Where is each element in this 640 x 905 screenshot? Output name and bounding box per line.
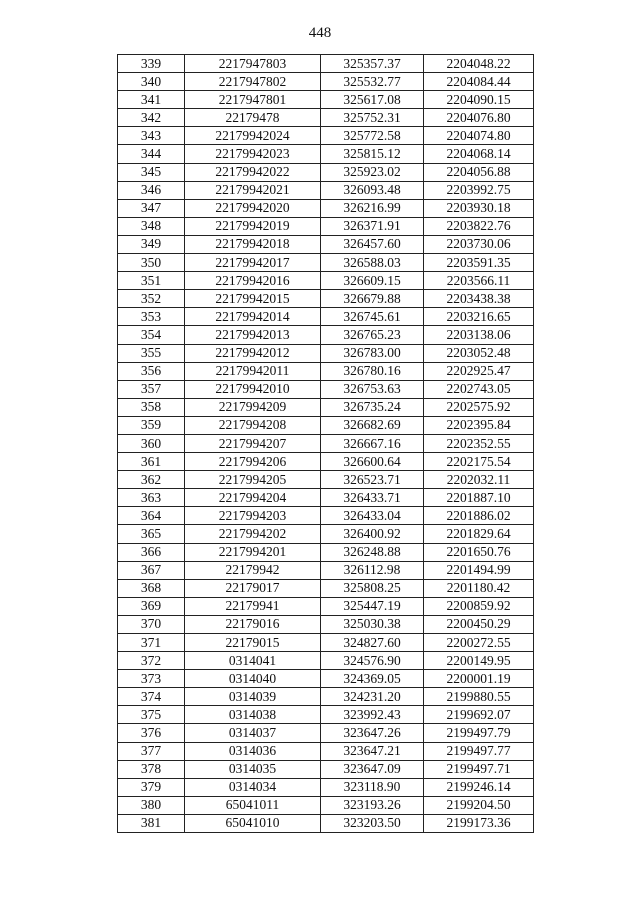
x-coordinate-cell: 326753.63 <box>321 380 424 398</box>
table-row <box>118 362 534 380</box>
row-number-cell: 359 <box>118 416 185 434</box>
point-id-cell: 22179942010 <box>185 380 321 398</box>
x-coordinate-cell: 325752.31 <box>321 109 424 127</box>
row-number-cell: 360 <box>118 434 185 452</box>
point-id-cell: 22179942024 <box>185 127 321 145</box>
row-number-cell: 357 <box>118 380 185 398</box>
y-coordinate-cell: 2201180.42 <box>424 579 534 597</box>
x-coordinate-cell: 326735.24 <box>321 398 424 416</box>
point-id-cell: 22179942012 <box>185 344 321 362</box>
x-coordinate-cell: 326433.04 <box>321 507 424 525</box>
y-coordinate-cell: 2203730.06 <box>424 235 534 253</box>
row-number-cell: 344 <box>118 145 185 163</box>
y-coordinate-cell: 2202925.47 <box>424 362 534 380</box>
y-coordinate-cell: 2202575.92 <box>424 398 534 416</box>
y-coordinate-cell: 2200001.19 <box>424 670 534 688</box>
x-coordinate-cell: 326679.88 <box>321 290 424 308</box>
point-id-cell: 0314038 <box>185 706 321 724</box>
point-id-cell: 22179016 <box>185 615 321 633</box>
row-number-cell: 367 <box>118 561 185 579</box>
table-row <box>118 91 534 109</box>
table-row <box>118 489 534 507</box>
row-number-cell: 380 <box>118 796 185 814</box>
y-coordinate-cell: 2199497.77 <box>424 742 534 760</box>
y-coordinate-cell: 2204068.14 <box>424 145 534 163</box>
x-coordinate-cell: 323193.26 <box>321 796 424 814</box>
x-coordinate-cell: 323647.09 <box>321 760 424 778</box>
y-coordinate-cell: 2202743.05 <box>424 380 534 398</box>
point-id-cell: 2217994209 <box>185 398 321 416</box>
x-coordinate-cell: 323647.21 <box>321 742 424 760</box>
point-id-cell: 22179015 <box>185 634 321 652</box>
y-coordinate-cell: 2204056.88 <box>424 163 534 181</box>
x-coordinate-cell: 325357.37 <box>321 55 424 73</box>
x-coordinate-cell: 325923.02 <box>321 163 424 181</box>
table-row <box>118 416 534 434</box>
x-coordinate-cell: 326457.60 <box>321 235 424 253</box>
row-number-cell: 368 <box>118 579 185 597</box>
x-coordinate-cell: 326588.03 <box>321 254 424 272</box>
point-id-cell: 22179942021 <box>185 181 321 199</box>
point-id-cell: 2217994202 <box>185 525 321 543</box>
x-coordinate-cell: 325447.19 <box>321 597 424 615</box>
x-coordinate-cell: 324231.20 <box>321 688 424 706</box>
y-coordinate-cell: 2203216.65 <box>424 308 534 326</box>
x-coordinate-cell: 326780.16 <box>321 362 424 380</box>
x-coordinate-cell: 326609.15 <box>321 272 424 290</box>
page-number: 448 <box>308 25 332 41</box>
y-coordinate-cell: 2200859.92 <box>424 597 534 615</box>
x-coordinate-cell: 325772.58 <box>321 127 424 145</box>
table-row <box>118 724 534 742</box>
table-row <box>118 670 534 688</box>
x-coordinate-cell: 323118.90 <box>321 778 424 796</box>
point-id-cell: 2217947803 <box>185 55 321 73</box>
row-number-cell: 364 <box>118 507 185 525</box>
table-row <box>118 181 534 199</box>
row-number-cell: 373 <box>118 670 185 688</box>
point-id-cell: 2217994206 <box>185 453 321 471</box>
x-coordinate-cell: 326400.92 <box>321 525 424 543</box>
row-number-cell: 366 <box>118 543 185 561</box>
point-id-cell: 22179478 <box>185 109 321 127</box>
y-coordinate-cell: 2199204.50 <box>424 796 534 814</box>
point-id-cell: 22179942022 <box>185 163 321 181</box>
x-coordinate-cell: 326371.91 <box>321 217 424 235</box>
table-row <box>118 742 534 760</box>
y-coordinate-cell: 2201829.64 <box>424 525 534 543</box>
point-id-cell: 22179942018 <box>185 235 321 253</box>
x-coordinate-cell: 326093.48 <box>321 181 424 199</box>
y-coordinate-cell: 2200272.55 <box>424 634 534 652</box>
table-row <box>118 308 534 326</box>
row-number-cell: 350 <box>118 254 185 272</box>
table-row <box>118 561 534 579</box>
point-id-cell: 22179017 <box>185 579 321 597</box>
row-number-cell: 372 <box>118 652 185 670</box>
point-id-cell: 0314037 <box>185 724 321 742</box>
point-id-cell: 65041011 <box>185 796 321 814</box>
row-number-cell: 345 <box>118 163 185 181</box>
point-id-cell: 0314040 <box>185 670 321 688</box>
point-id-cell: 2217994204 <box>185 489 321 507</box>
y-coordinate-cell: 2204074.80 <box>424 127 534 145</box>
x-coordinate-cell: 326248.88 <box>321 543 424 561</box>
y-coordinate-cell: 2201886.02 <box>424 507 534 525</box>
point-id-cell: 65041010 <box>185 814 321 832</box>
table-row <box>118 760 534 778</box>
point-id-cell: 22179942017 <box>185 254 321 272</box>
y-coordinate-cell: 2202175.54 <box>424 453 534 471</box>
y-coordinate-cell: 2204076.80 <box>424 109 534 127</box>
table-row <box>118 145 534 163</box>
point-id-cell: 22179942013 <box>185 326 321 344</box>
x-coordinate-cell: 326216.99 <box>321 199 424 217</box>
y-coordinate-cell: 2204048.22 <box>424 55 534 73</box>
row-number-cell: 355 <box>118 344 185 362</box>
table-row <box>118 471 534 489</box>
row-number-cell: 381 <box>118 814 185 832</box>
y-coordinate-cell: 2199246.14 <box>424 778 534 796</box>
y-coordinate-cell: 2202032.11 <box>424 471 534 489</box>
x-coordinate-cell: 326433.71 <box>321 489 424 507</box>
y-coordinate-cell: 2203992.75 <box>424 181 534 199</box>
table-row <box>118 579 534 597</box>
point-id-cell: 22179942023 <box>185 145 321 163</box>
x-coordinate-cell: 323992.43 <box>321 706 424 724</box>
coordinate-table <box>117 54 534 833</box>
point-id-cell: 22179942011 <box>185 362 321 380</box>
table-row <box>118 398 534 416</box>
point-id-cell: 22179942015 <box>185 290 321 308</box>
y-coordinate-cell: 2199692.07 <box>424 706 534 724</box>
point-id-cell: 0314035 <box>185 760 321 778</box>
x-coordinate-cell: 326112.98 <box>321 561 424 579</box>
x-coordinate-cell: 326765.23 <box>321 326 424 344</box>
table-row <box>118 380 534 398</box>
row-number-cell: 351 <box>118 272 185 290</box>
point-id-cell: 0314041 <box>185 652 321 670</box>
y-coordinate-cell: 2203930.18 <box>424 199 534 217</box>
y-coordinate-cell: 2203138.06 <box>424 326 534 344</box>
row-number-cell: 354 <box>118 326 185 344</box>
table-body <box>118 55 534 833</box>
x-coordinate-cell: 325815.12 <box>321 145 424 163</box>
point-id-cell: 22179942014 <box>185 308 321 326</box>
row-number-cell: 340 <box>118 73 185 91</box>
y-coordinate-cell: 2202352.55 <box>424 434 534 452</box>
point-id-cell: 2217994208 <box>185 416 321 434</box>
table-row <box>118 615 534 633</box>
table-row <box>118 109 534 127</box>
table-row <box>118 73 534 91</box>
row-number-cell: 358 <box>118 398 185 416</box>
point-id-cell: 0314036 <box>185 742 321 760</box>
table-row <box>118 796 534 814</box>
table-row <box>118 453 534 471</box>
table-row <box>118 525 534 543</box>
x-coordinate-cell: 325030.38 <box>321 615 424 633</box>
point-id-cell: 22179942020 <box>185 199 321 217</box>
table-row <box>118 235 534 253</box>
x-coordinate-cell: 326600.64 <box>321 453 424 471</box>
point-id-cell: 2217994207 <box>185 434 321 452</box>
table-row <box>118 778 534 796</box>
point-id-cell: 2217947802 <box>185 73 321 91</box>
point-id-cell: 2217994203 <box>185 507 321 525</box>
y-coordinate-cell: 2203438.38 <box>424 290 534 308</box>
y-coordinate-cell: 2203822.76 <box>424 217 534 235</box>
x-coordinate-cell: 325617.08 <box>321 91 424 109</box>
point-id-cell: 2217994205 <box>185 471 321 489</box>
x-coordinate-cell: 326783.00 <box>321 344 424 362</box>
table-row <box>118 163 534 181</box>
row-number-cell: 376 <box>118 724 185 742</box>
row-number-cell: 339 <box>118 55 185 73</box>
x-coordinate-cell: 325532.77 <box>321 73 424 91</box>
x-coordinate-cell: 326745.61 <box>321 308 424 326</box>
table-row <box>118 543 534 561</box>
row-number-cell: 341 <box>118 91 185 109</box>
y-coordinate-cell: 2202395.84 <box>424 416 534 434</box>
row-number-cell: 369 <box>118 597 185 615</box>
y-coordinate-cell: 2199497.79 <box>424 724 534 742</box>
table-row <box>118 434 534 452</box>
y-coordinate-cell: 2199173.36 <box>424 814 534 832</box>
table-row <box>118 217 534 235</box>
x-coordinate-cell: 323203.50 <box>321 814 424 832</box>
point-id-cell: 22179941 <box>185 597 321 615</box>
y-coordinate-cell: 2203591.35 <box>424 254 534 272</box>
point-id-cell: 22179942016 <box>185 272 321 290</box>
row-number-cell: 377 <box>118 742 185 760</box>
table-row <box>118 127 534 145</box>
point-id-cell: 22179942 <box>185 561 321 579</box>
x-coordinate-cell: 326682.69 <box>321 416 424 434</box>
point-id-cell: 22179942019 <box>185 217 321 235</box>
table-row <box>118 597 534 615</box>
table-row <box>118 688 534 706</box>
table-row <box>118 55 534 73</box>
row-number-cell: 356 <box>118 362 185 380</box>
y-coordinate-cell: 2201650.76 <box>424 543 534 561</box>
y-coordinate-cell: 2199497.71 <box>424 760 534 778</box>
row-number-cell: 353 <box>118 308 185 326</box>
row-number-cell: 349 <box>118 235 185 253</box>
row-number-cell: 352 <box>118 290 185 308</box>
row-number-cell: 346 <box>118 181 185 199</box>
row-number-cell: 370 <box>118 615 185 633</box>
table-row <box>118 652 534 670</box>
table-row <box>118 326 534 344</box>
y-coordinate-cell: 2199880.55 <box>424 688 534 706</box>
row-number-cell: 365 <box>118 525 185 543</box>
row-number-cell: 375 <box>118 706 185 724</box>
row-number-cell: 374 <box>118 688 185 706</box>
table-row <box>118 254 534 272</box>
y-coordinate-cell: 2200450.29 <box>424 615 534 633</box>
table-row <box>118 344 534 362</box>
table-row <box>118 706 534 724</box>
y-coordinate-cell: 2200149.95 <box>424 652 534 670</box>
table-row <box>118 507 534 525</box>
row-number-cell: 347 <box>118 199 185 217</box>
table-row <box>118 272 534 290</box>
row-number-cell: 348 <box>118 217 185 235</box>
x-coordinate-cell: 325808.25 <box>321 579 424 597</box>
point-id-cell: 0314034 <box>185 778 321 796</box>
point-id-cell: 0314039 <box>185 688 321 706</box>
row-number-cell: 371 <box>118 634 185 652</box>
y-coordinate-cell: 2204090.15 <box>424 91 534 109</box>
point-id-cell: 2217947801 <box>185 91 321 109</box>
y-coordinate-cell: 2201887.10 <box>424 489 534 507</box>
row-number-cell: 362 <box>118 471 185 489</box>
table-row <box>118 634 534 652</box>
x-coordinate-cell: 326523.71 <box>321 471 424 489</box>
y-coordinate-cell: 2203052.48 <box>424 344 534 362</box>
x-coordinate-cell: 323647.26 <box>321 724 424 742</box>
table-row <box>118 814 534 832</box>
table-row <box>118 199 534 217</box>
x-coordinate-cell: 324576.90 <box>321 652 424 670</box>
row-number-cell: 379 <box>118 778 185 796</box>
row-number-cell: 363 <box>118 489 185 507</box>
x-coordinate-cell: 326667.16 <box>321 434 424 452</box>
row-number-cell: 361 <box>118 453 185 471</box>
point-id-cell: 2217994201 <box>185 543 321 561</box>
x-coordinate-cell: 324827.60 <box>321 634 424 652</box>
row-number-cell: 378 <box>118 760 185 778</box>
row-number-cell: 343 <box>118 127 185 145</box>
table-row <box>118 290 534 308</box>
x-coordinate-cell: 324369.05 <box>321 670 424 688</box>
y-coordinate-cell: 2201494.99 <box>424 561 534 579</box>
y-coordinate-cell: 2203566.11 <box>424 272 534 290</box>
row-number-cell: 342 <box>118 109 185 127</box>
y-coordinate-cell: 2204084.44 <box>424 73 534 91</box>
